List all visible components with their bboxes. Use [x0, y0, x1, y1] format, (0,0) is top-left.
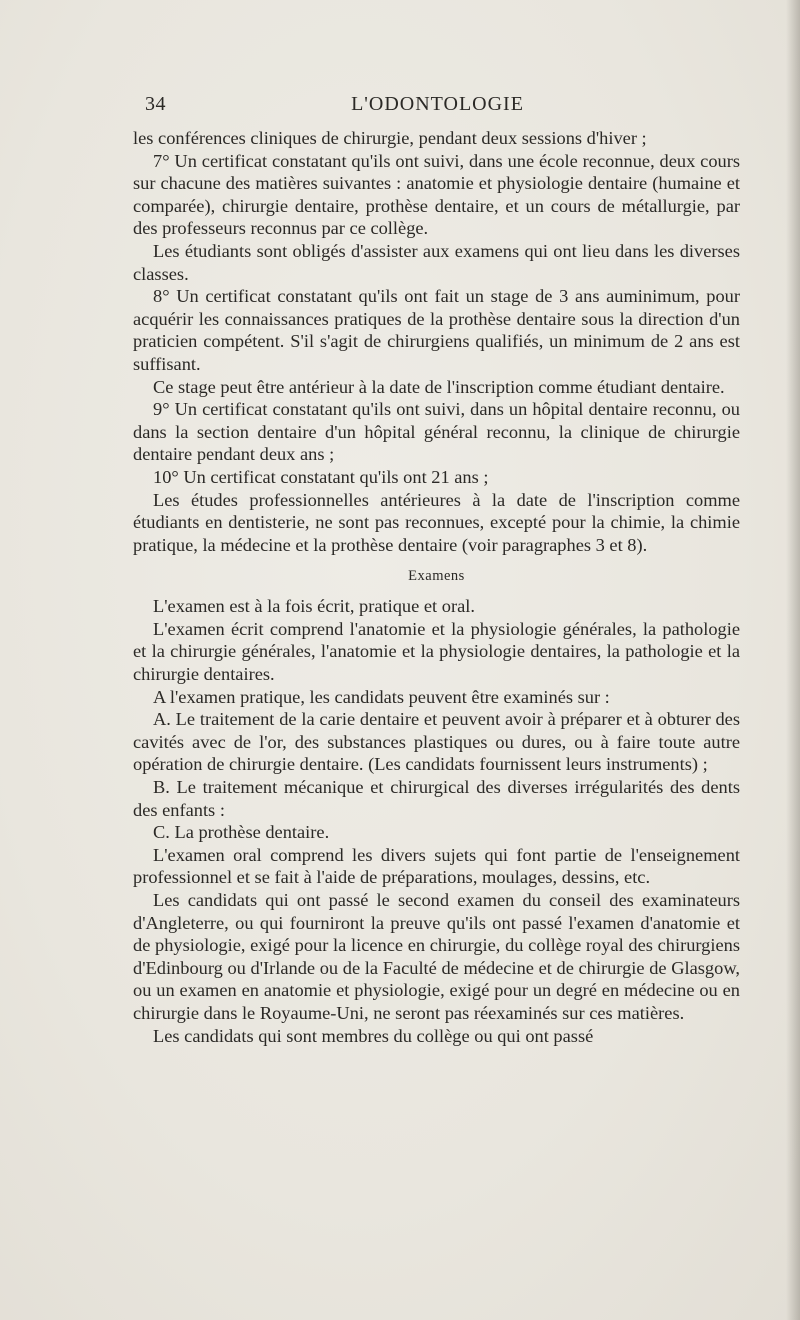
paragraph: Les études professionnelles antérieures à la date de l'inscription comme étudiants en dentisterie, ne sont pas reconnues, excepté pour la chimie, la chimie pratique, la médecine et la prothèse dentaire (voir paragraphes 3 et 8). — [133, 489, 740, 555]
paragraph: B. Le traitement mécanique et chirurgical des diverses irrégularités des dents des enfants : — [133, 777, 740, 820]
body-text — [133, 127, 740, 1047]
paragraph: Ce stage peut être antérieur à la date de l'inscription comme étudiant dentaire. — [153, 376, 725, 397]
paragraph: L'examen est à la fois écrit, pratique et oral. — [153, 596, 475, 617]
paragraph: Les étudiants sont obligés d'assister aux examens qui ont lieu dans les diverses classes. — [133, 240, 740, 284]
paragraph: Les candidats qui ont passé le second examen du conseil des examinateurs d'Angleterre, ou qui fourniront la preuve qu'ils ont passé l'examen d'anatomie et de physiologie, exigé pour la licence en chirurgie, du collège royal des chirurgiens d'Edinbourg ou d'Irlande ou de la Faculté de médecine et de chirurgie de Glasgow, ou un examen en anatomie et physiologie, exigé pour un degré en médecine ou en chirurgie dans le Royaume-Uni, ne seront pas réexaminés sur ces matières. — [133, 890, 740, 1023]
paragraph: 7° Un certificat constatant qu'ils ont suivi, dans une école reconnue, deux cours sur chacune des matières suivantes : anatomie et physiologie dentaire (humaine et comparée), chirurgie dentaire, prothèse dentaire, et un cours de métallurgie, par des professeurs reconnus par ce collège. — [133, 150, 740, 239]
paragraph: A. Le traitement de la carie dentaire et peuvent avoir à préparer et à obturer des cavités avec de l'or, des substances plastiques ou dures, ou à faire toute autre opération de chirurgie dentaire. (Les candidats fournissent leurs instruments) ; — [133, 709, 740, 775]
section-title: Examens — [408, 568, 465, 585]
paragraph: A l'examen pratique, les candidats peuvent être examinés sur : — [153, 686, 610, 707]
paragraph: 10° Un certificat constatant qu'ils ont 21 ans ; — [153, 466, 489, 487]
page-number: 34 — [145, 93, 166, 115]
paragraph: 8° Un certificat constatant qu'ils ont fait un stage de 3 ans auminimum, pour acquérir les connaissances pratiques de la prothèse dentaire sous la direction d'un praticien compétent. S'il s'agit de chirurgiens qualifiés, un minimum de 2 ans est suffisant. — [133, 286, 740, 374]
paragraph: les conférences cliniques de chirurgie, pendant deux sessions d'hiver ; — [133, 128, 647, 148]
paragraph: 9° Un certificat constatant qu'ils ont suivi, dans un hôpital dentaire reconnu, ou dans la section dentaire d'un hôpital général reconnu, la clinique de chirurgie dentaire pendant deux ans ; — [133, 399, 740, 465]
page-edge-shadow — [786, 0, 800, 1320]
paragraph: C. La prothèse dentaire. — [153, 822, 330, 843]
running-title: L'ODONTOLOGIE — [351, 93, 524, 115]
page-header — [135, 93, 740, 119]
paragraph: L'examen écrit comprend l'anatomie et la physiologie générales, la pathologie et la chirurgie générales, l'anatomie et la physiologie dentaires, la pathologie et la chirurgie dentaires. — [133, 618, 740, 685]
paragraph: L'examen oral comprend les divers sujets qui font partie de l'enseignement professionnel et se fait à l'aide de préparations, moulages, dessins, etc. — [133, 844, 740, 888]
paragraph: Les candidats qui sont membres du collège ou qui ont passé — [153, 1025, 594, 1046]
